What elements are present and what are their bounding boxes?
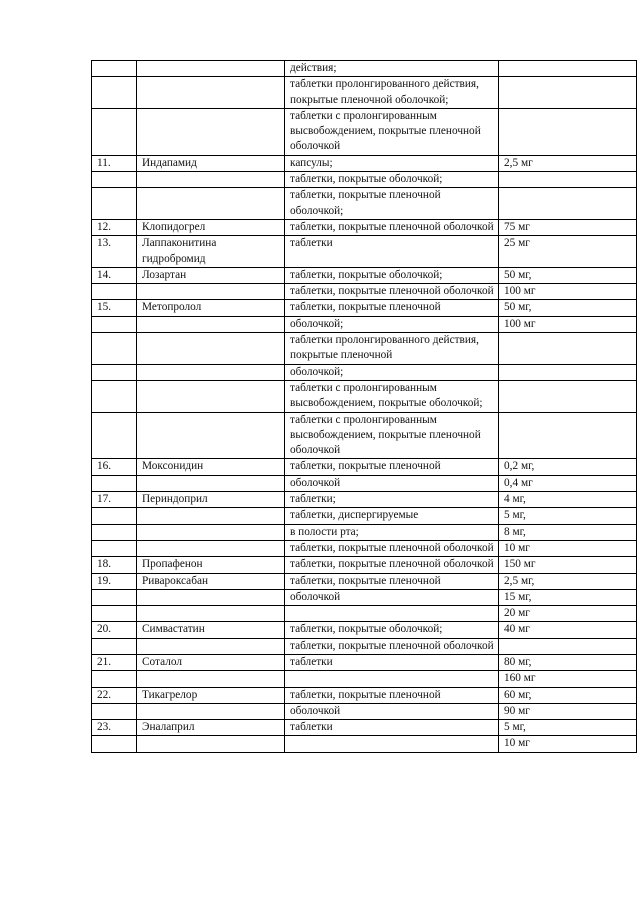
drug-name-cell bbox=[137, 736, 285, 752]
dosage-form-cell: оболочкой bbox=[285, 475, 499, 491]
dosage-form-cell: таблетки, покрытые пленочной оболочкой bbox=[285, 557, 499, 573]
dosage-form-cell: таблетки; bbox=[285, 492, 499, 508]
dosage-cell bbox=[499, 61, 637, 77]
drug-name-cell bbox=[137, 61, 285, 77]
row-number-cell bbox=[92, 316, 137, 332]
dosage-cell: 4 мг, bbox=[499, 492, 637, 508]
drug-name-cell bbox=[137, 316, 285, 332]
table-row bbox=[92, 333, 637, 365]
drug-name-cell: Эналаприл bbox=[137, 720, 285, 736]
row-number-cell bbox=[92, 108, 137, 155]
dosage-cell: 150 мг bbox=[499, 557, 637, 573]
drug-name-cell: Клопидогрел bbox=[137, 219, 285, 235]
drug-name-cell bbox=[137, 703, 285, 719]
row-number-cell: 15. bbox=[92, 300, 137, 316]
dosage-form-cell: оболочкой; bbox=[285, 316, 499, 332]
dosage-cell: 25 мг bbox=[499, 236, 637, 268]
table-row bbox=[92, 687, 637, 703]
drug-name-cell: Периндоприл bbox=[137, 492, 285, 508]
row-number-cell bbox=[92, 61, 137, 77]
drug-name-cell bbox=[137, 412, 285, 459]
dosage-form-cell: действия; bbox=[285, 61, 499, 77]
dosage-form-cell: оболочкой; bbox=[285, 364, 499, 380]
dosage-cell: 10 мг bbox=[499, 736, 637, 752]
table-row bbox=[92, 573, 637, 589]
dosage-cell: 0,2 мг, bbox=[499, 459, 637, 475]
dosage-form-cell: таблетки, покрытые пленочной bbox=[285, 300, 499, 316]
dosage-cell: 0,4 мг bbox=[499, 475, 637, 491]
dosage-form-cell: таблетки, покрытые пленочной bbox=[285, 687, 499, 703]
table-row bbox=[92, 606, 637, 622]
dosage-form-cell: таблетки bbox=[285, 654, 499, 670]
drug-name-cell: Метопролол bbox=[137, 300, 285, 316]
table-row bbox=[92, 61, 637, 77]
row-number-cell bbox=[92, 736, 137, 752]
table-row bbox=[92, 540, 637, 556]
dosage-form-cell: таблетки, покрытые пленочной оболочкой bbox=[285, 638, 499, 654]
dosage-form-cell: оболочкой bbox=[285, 703, 499, 719]
table-row bbox=[92, 284, 637, 300]
dosage-cell bbox=[499, 364, 637, 380]
table-row bbox=[92, 219, 637, 235]
table-row bbox=[92, 364, 637, 380]
dosage-form-cell: таблетки, покрытые оболочкой; bbox=[285, 622, 499, 638]
table-row bbox=[92, 236, 637, 268]
drug-name-cell bbox=[137, 475, 285, 491]
table-row bbox=[92, 638, 637, 654]
dosage-cell: 8 мг, bbox=[499, 524, 637, 540]
drug-name-cell bbox=[137, 638, 285, 654]
row-number-cell bbox=[92, 475, 137, 491]
row-number-cell bbox=[92, 364, 137, 380]
dosage-cell bbox=[499, 108, 637, 155]
dosage-form-cell: таблетки, покрытые пленочной оболочкой bbox=[285, 219, 499, 235]
row-number-cell bbox=[92, 188, 137, 220]
row-number-cell bbox=[92, 524, 137, 540]
dosage-form-cell: таблетки bbox=[285, 236, 499, 268]
drug-name-cell bbox=[137, 508, 285, 524]
dosage-form-cell: таблетки пролонгированного действия, покрытые пленочной оболочкой; bbox=[285, 77, 499, 109]
drug-name-cell bbox=[137, 540, 285, 556]
drug-name-cell: Ривароксабан bbox=[137, 573, 285, 589]
drug-table bbox=[91, 60, 637, 753]
drug-name-cell bbox=[137, 172, 285, 188]
drug-name-cell bbox=[137, 364, 285, 380]
dosage-cell: 80 мг, bbox=[499, 654, 637, 670]
dosage-cell: 15 мг, bbox=[499, 589, 637, 605]
row-number-cell bbox=[92, 606, 137, 622]
dosage-form-cell: таблетки, покрытые пленочной оболочкой; bbox=[285, 188, 499, 220]
dosage-form-cell: таблетки, покрытые оболочкой; bbox=[285, 267, 499, 283]
dosage-cell: 40 мг bbox=[499, 622, 637, 638]
dosage-form-cell: таблетки bbox=[285, 720, 499, 736]
dosage-cell: 50 мг, bbox=[499, 267, 637, 283]
table-row bbox=[92, 589, 637, 605]
row-number-cell bbox=[92, 508, 137, 524]
drug-name-cell: Индапамид bbox=[137, 155, 285, 171]
row-number-cell: 21. bbox=[92, 654, 137, 670]
table-row bbox=[92, 654, 637, 670]
dosage-cell: 2,5 мг, bbox=[499, 573, 637, 589]
dosage-form-cell: таблетки с пролонгированным высвобождением, покрытые пленочной оболочкой bbox=[285, 412, 499, 459]
row-number-cell bbox=[92, 172, 137, 188]
drug-name-cell: Моксонидин bbox=[137, 459, 285, 475]
dosage-form-cell: таблетки с пролонгированным высвобождением, покрытые оболочкой; bbox=[285, 380, 499, 412]
dosage-cell bbox=[499, 172, 637, 188]
row-number-cell bbox=[92, 589, 137, 605]
table-row bbox=[92, 508, 637, 524]
dosage-cell: 100 мг bbox=[499, 316, 637, 332]
drug-name-cell: Симвастатин bbox=[137, 622, 285, 638]
drug-name-cell bbox=[137, 108, 285, 155]
drug-name-cell bbox=[137, 188, 285, 220]
dosage-form-cell: оболочкой bbox=[285, 589, 499, 605]
row-number-cell bbox=[92, 333, 137, 365]
dosage-cell: 75 мг bbox=[499, 219, 637, 235]
row-number-cell: 23. bbox=[92, 720, 137, 736]
dosage-form-cell bbox=[285, 606, 499, 622]
drug-name-cell bbox=[137, 380, 285, 412]
table-row bbox=[92, 492, 637, 508]
table-row bbox=[92, 720, 637, 736]
dosage-cell: 90 мг bbox=[499, 703, 637, 719]
table-row bbox=[92, 459, 637, 475]
dosage-cell: 100 мг bbox=[499, 284, 637, 300]
row-number-cell bbox=[92, 540, 137, 556]
dosage-cell: 20 мг bbox=[499, 606, 637, 622]
table-row bbox=[92, 300, 637, 316]
table-row bbox=[92, 736, 637, 752]
row-number-cell: 11. bbox=[92, 155, 137, 171]
dosage-cell: 60 мг, bbox=[499, 687, 637, 703]
dosage-form-cell: в полости рта; bbox=[285, 524, 499, 540]
table-row bbox=[92, 316, 637, 332]
table-row bbox=[92, 77, 637, 109]
row-number-cell bbox=[92, 703, 137, 719]
row-number-cell bbox=[92, 638, 137, 654]
dosage-form-cell: таблетки, покрытые пленочной bbox=[285, 459, 499, 475]
drug-name-cell bbox=[137, 284, 285, 300]
dosage-form-cell: таблетки с пролонгированным высвобождением, покрытые пленочной оболочкой bbox=[285, 108, 499, 155]
dosage-form-cell bbox=[285, 736, 499, 752]
dosage-cell bbox=[499, 380, 637, 412]
row-number-cell bbox=[92, 671, 137, 687]
drug-name-cell bbox=[137, 606, 285, 622]
drug-name-cell: Пропафенон bbox=[137, 557, 285, 573]
drug-name-cell bbox=[137, 589, 285, 605]
table-row bbox=[92, 412, 637, 459]
table-row bbox=[92, 524, 637, 540]
dosage-cell bbox=[499, 77, 637, 109]
dosage-form-cell: таблетки пролонгированного действия, покрытые пленочной bbox=[285, 333, 499, 365]
dosage-cell bbox=[499, 333, 637, 365]
table-row bbox=[92, 155, 637, 171]
dosage-cell bbox=[499, 188, 637, 220]
drug-table-body bbox=[92, 61, 637, 753]
drug-name-cell: Соталол bbox=[137, 654, 285, 670]
dosage-cell: 2,5 мг bbox=[499, 155, 637, 171]
table-row bbox=[92, 188, 637, 220]
drug-name-cell bbox=[137, 77, 285, 109]
table-row bbox=[92, 703, 637, 719]
dosage-form-cell: таблетки, покрытые оболочкой; bbox=[285, 172, 499, 188]
drug-name-cell bbox=[137, 671, 285, 687]
row-number-cell: 22. bbox=[92, 687, 137, 703]
dosage-cell: 5 мг, bbox=[499, 508, 637, 524]
dosage-form-cell: таблетки, диспергируемые bbox=[285, 508, 499, 524]
drug-name-cell: Лаппаконитина гидробромид bbox=[137, 236, 285, 268]
dosage-form-cell: капсулы; bbox=[285, 155, 499, 171]
drug-name-cell bbox=[137, 524, 285, 540]
row-number-cell bbox=[92, 380, 137, 412]
dosage-cell: 160 мг bbox=[499, 671, 637, 687]
table-row bbox=[92, 557, 637, 573]
table-row bbox=[92, 671, 637, 687]
dosage-form-cell: таблетки, покрытые пленочной оболочкой bbox=[285, 540, 499, 556]
dosage-form-cell: таблетки, покрытые пленочной bbox=[285, 573, 499, 589]
table-row bbox=[92, 380, 637, 412]
table-row bbox=[92, 475, 637, 491]
dosage-cell bbox=[499, 638, 637, 654]
table-row bbox=[92, 622, 637, 638]
table-row bbox=[92, 267, 637, 283]
row-number-cell: 17. bbox=[92, 492, 137, 508]
table-row bbox=[92, 108, 637, 155]
row-number-cell: 16. bbox=[92, 459, 137, 475]
row-number-cell: 19. bbox=[92, 573, 137, 589]
dosage-cell: 10 мг bbox=[499, 540, 637, 556]
row-number-cell: 20. bbox=[92, 622, 137, 638]
row-number-cell bbox=[92, 77, 137, 109]
row-number-cell: 13. bbox=[92, 236, 137, 268]
dosage-form-cell: таблетки, покрытые пленочной оболочкой bbox=[285, 284, 499, 300]
drug-name-cell: Тикагрелор bbox=[137, 687, 285, 703]
dosage-cell bbox=[499, 412, 637, 459]
row-number-cell: 18. bbox=[92, 557, 137, 573]
row-number-cell: 12. bbox=[92, 219, 137, 235]
drug-name-cell: Лозартан bbox=[137, 267, 285, 283]
dosage-cell: 50 мг, bbox=[499, 300, 637, 316]
dosage-cell: 5 мг, bbox=[499, 720, 637, 736]
dosage-form-cell bbox=[285, 671, 499, 687]
table-row bbox=[92, 172, 637, 188]
row-number-cell bbox=[92, 284, 137, 300]
row-number-cell bbox=[92, 412, 137, 459]
drug-name-cell bbox=[137, 333, 285, 365]
row-number-cell: 14. bbox=[92, 267, 137, 283]
